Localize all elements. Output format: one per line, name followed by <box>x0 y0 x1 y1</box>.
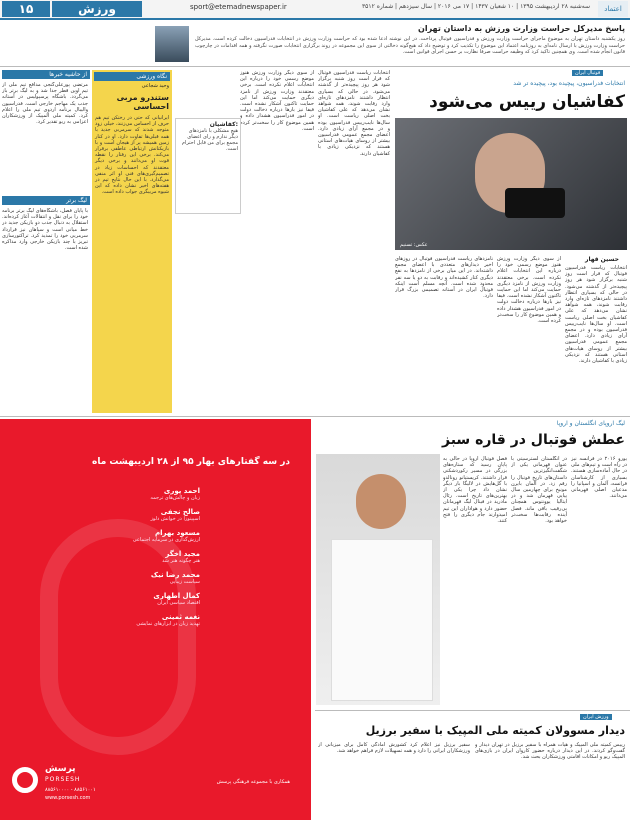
ad-speaker-topic: تهدید زبان در ابزارهای نمایشی <box>136 621 200 627</box>
football-text-col3: یورو ۲۰۱۶ در فرانسه نیز در راه است و تیم‌های ملی در حال آماده‌سازی هستند. بسیاری از کارشناسان فرانسه، آلمان و اسپانیا را مدعیان اصلی قهرمانی می‌دانند. <box>571 456 627 500</box>
player-photo <box>316 454 440 705</box>
quote-name: کفاشیان: <box>209 121 238 128</box>
feature-author: حسین قهار <box>585 256 619 263</box>
brazil-text-col2: سفیر برزیل نیز اعلام کرد کشورش آمادگی کامل برای میزبانی از ورزشکاران ایرانی را دارد و همه تسهیلات لازم فراهم خواهد شد. <box>318 742 470 755</box>
ad-headline: در سه گفتار‌های بهار ۹۵ از ۲۸ اردیبهشت ماه <box>92 457 290 467</box>
sidebar-text-2: با پایان فصل، باشگاه‌های لیگ برتر برنامه خود را برای نقل و انتقالات آغاز کرده‌اند. استقلال به دنبال جذب دو بازیکن جدید در خط میانی است و سپاهان نیز قرارداد سرمربی خود را تمدید کرد. تراکتورسازی تبریز با چند بازیکن خارجی وارد مذاکره شده است. <box>2 208 88 252</box>
feature-photo <box>395 118 627 250</box>
ad-footer-note: همکاری با مجموعه فرهنگی پرسش <box>216 779 290 785</box>
ad-logo-icon <box>12 767 38 793</box>
ad-speaker-name: احمد پوری <box>163 487 200 495</box>
football-text-col2: در انگلستان لسترسیتی با عنوان قهرمانی یکی از شگفت‌انگیزترین داستان‌های تاریخ فوتبال را رقم زد. در آلمان بایرن مونیخ برای چهارمین سال پیاپی قهرمان شد و در ایتالیا یوونتوس همچنان بی‌رقیب باقی ماند. فصل آینده رقابت‌ها سخت‌تر خواهد بود. <box>511 456 567 525</box>
sidebar-heading-1: از حاشیه خبرها <box>2 70 90 79</box>
ad-speaker-name: کمال اطهاری <box>153 592 200 600</box>
ad-speaker <box>120 529 200 543</box>
response-text: روز یکشنبه داستان تهران به موضوع ماجرای حراست وزارت ورزش و فدراسیون فوتبال پرداخت. در این نوشته ادعا شده بود که حراست وزارت ورزش در انتخابات فدراسیون دخالت کرده است. مدیرکل حراست وزارت ورزش با ارسال نامه‌ای به روزنامه اعتماد این موضوع را تکذیب کرد و توضیح داد که هیچ‌گونه دخالتی از سوی این مجموعه در روند برگزاری انتخابات صورت نگرفته و همه اقدامات در چارچوب قانون انجام شده است. وی همچنین تاکید کرد که وظیفه حراست صرفا نظارت بر حسن اجرای قوانین است. <box>195 36 625 55</box>
ad-website[interactable]: www.porsesh.com <box>45 795 91 801</box>
football-text-col1: فصل فوتبال اروپا در حالی به پایان رسید که ستاره‌های بزرگی در مسیر رکوردشکنی قرار داشتند. کریستیانو رونالدو با گل‌هایش در لالیگا بار دیگر نشان داد چرا یکی از بهترین‌های تاریخ است. رئال مادرید در فینال لیگ قهرمانان حضور دارد و هواداران این تیم امیدوارند جام دیگری را فتح کنند. <box>443 456 507 525</box>
section-title: ورزش <box>52 1 142 17</box>
feature-text-col2: از سوی دیگر وزارت ورزش هنوز موضع رسمی خود را درباره این انتخابات اعلام نکرده است. برخی معتقدند وزارت ورزش از نامزد دیگری حمایت می‌کند اما این حمایت تاکنون آشکار نشده است. فیفا نیز بارها درباره دخالت دولت در امور فدراسیون هشدار داده و همین موضوع کار را سخت‌تر کرده است. <box>497 256 561 325</box>
ad-brand-en: PORSESH <box>45 776 81 783</box>
ad-speaker-topic: اقتصاد سیاسی ایران <box>157 600 200 606</box>
brazil-text-col1: رییس کمیته ملی المپیک و هیات همراه با سفیر برزیل در تهران دیدار و گفت‌وگو کردند. در این دیدار درباره حضور کاروان ایران در بازی‌های المپیک ریو و امکانات اقامتی ورزشکاران بحث شد. <box>475 742 625 761</box>
ad-speaker-list <box>120 487 200 634</box>
quote-box <box>175 118 241 214</box>
quote-text: هیچ مشکلی با نامزدهای دیگر ندارم و رای اعضای مجمع برای من قابل احترام است. <box>181 128 238 152</box>
ad-speaker-topic: اسپینوزا در خوانش دلوز <box>150 516 200 522</box>
ad-speaker-name: نغمه ثمینی <box>161 613 200 621</box>
feature-text-col3: نامزدهای ریاست فدراسیون فوتبال در روزهای اخیر دیدارهای متعددی با اعضای مجمع داشته‌اند. در این میان برخی از نامزدها به نفع دیگری کنار کشیده‌اند و رقابت به دو یا سه نفر محدود شده است. آنچه مسلم است اینکه فوتبال ایران در آستانه تصمیمی بزرگ قرار دارد. <box>395 256 493 300</box>
divider <box>0 66 630 67</box>
ad-speaker-topic: هنر چگونه هنر شد <box>162 558 200 564</box>
opinion-kicker: نگاه ورزشی <box>94 72 170 81</box>
sidebar-text-1: مرتضی پورعلی‌گنجی مدافع تیم ملی از تیم اوپن قطر جدا شد و به لیگ برتر باز می‌گردد. باشگاه پرسپولیس در آستانه جذب یک مهاجم خارجی است. فدراسیون والیبال برنامه اردوی تیم ملی را اعلام کرد. کمیته ملی المپیک از ورزشکاران اعزامی به ریو تقدیر کرد. <box>2 82 88 126</box>
ad-speaker <box>120 571 200 585</box>
ad-speaker-name: مجید اخگر <box>165 550 200 558</box>
newspaper-logo: اعتماد <box>598 1 628 17</box>
football-title: عطش فوتبال در قاره سبز <box>442 432 625 448</box>
dateline: سه‌شنبه ۲۸ اردیبهشت ۱۳۹۵ | ۱۰ شعبان ۱۴۳۷ | ۱۷ می ۲۰۱۶ | سال سیزدهم | شماره ۳۵۱۲ <box>361 3 590 10</box>
player-shirt <box>331 539 433 701</box>
divider <box>0 416 630 417</box>
ad-speaker-name: محمد رضا نیک <box>150 571 200 579</box>
opinion-box <box>92 70 172 413</box>
ad-speaker-name: صالح نجفی <box>160 508 200 516</box>
author-photo <box>155 26 189 62</box>
football-kicker: لیگ اروپای انگلستان و اروپا <box>556 420 625 427</box>
brazil-title: دیدار مسوولان کمیته ملی المپیک با سفیر برزیل <box>365 724 625 737</box>
brazil-kicker: ورزش ایران <box>580 714 612 720</box>
ad-speaker <box>120 592 200 606</box>
middle-text-col2: از سوی دیگر وزارت ورزش هنوز موضع رسمی خود را درباره این انتخابات اعلام نکرده است. برخی معتقدند وزارت ورزش از نامزد دیگری حمایت می‌کند اما این حمایت تاکنون آشکار نشده است. فیفا نیز بارها درباره دخالت دولت در امور فدراسیون هشدار داده و همین موضوع کار را سخت‌تر کرده است. <box>240 70 314 132</box>
ad-speaker-name: مسعود بهرام <box>155 529 200 537</box>
divider <box>315 710 630 711</box>
opinion-title: ستندرو مربی احساسی <box>116 93 169 111</box>
feature-kicker: فوتبال ایران <box>572 70 603 76</box>
ad-phone: ۸۸۵۶۱۰۰۰۰ - ۸۸۵۶۱۰۰۱ <box>45 787 96 793</box>
section-email[interactable]: sport@etemadnewspaper.ir <box>190 3 287 11</box>
phone-shape <box>505 188 565 218</box>
feature-title: کفاشیان رییس می‌شود <box>429 92 625 112</box>
opinion-text: ایرانیانی که حتی در رختکن تیم هم حرف از احساس می‌زنند، خیلی زود متوجه شدند که سرمربی جدید با همه قبلی‌ها تفاوت دارد. او در کنار زمین همیشه پر از هیجان است و با بازیکنانش ارتباطی عاطفی برقرار می‌کند. برخی این رفتار را نقطه قوت او می‌دانند و برخی دیگر معتقدند که احساسات زیاد در تصمیم‌گیری‌های فنی او اثر منفی می‌گذارد. با این حال نتایج تیم در هفته‌های اخیر نشان داده که این شیوه مربیگری جواب داده است. <box>95 115 169 196</box>
middle-text-col1: انتخابات ریاست فدراسیون فوتبال که قرار است روز شنبه برگزار شود هر روز پیچیده‌تر از گذشته می‌شود. در حالی که بسیاری انتظار داشتند نامزدهای تازه‌ای وارد رقابت شوند، همه شواهد نشان می‌دهد که علی کفاشیان بخت اصلی ریاست است. او سال‌ها نایب‌رییس فدراسیون بوده و در مجمع آرای زیادی دارد. اعضای مجمع عمومی فدراسیون بیشتر از روسای هیات‌های استانی هستند که نزدیکی زیادی با کفاشیان دارند. <box>318 70 390 157</box>
ad-speaker <box>120 508 200 522</box>
ad-speaker <box>120 487 200 501</box>
response-title: پاسخ مدیرکل حراست وزارت ورزش به داستان تهران <box>418 24 625 33</box>
feature-text-col1: انتخابات ریاست فدراسیون فوتبال که قرار است روز شنبه برگزار شود هر روز پیچیده‌تر از گذشته می‌شود. در حالی که بسیاری انتظار داشتند نامزدهای تازه‌ای وارد رقابت شوند، همه شواهد نشان می‌دهد که علی کفاشیان بخت اصلی ریاست است. او سال‌ها نایب‌رییس فدراسیون بوده و در مجمع آرای زیادی دارد. اعضای مجمع عمومی فدراسیون بیشتر از روسای هیات‌های استانی هستند که نزدیکی زیادی با کفاشیان دارند. <box>565 265 627 365</box>
sidebar-heading-2: لیگ برتر <box>2 196 90 205</box>
feature-subhead: انتخابات فدراسیون، پیچیده بود، پیچیده تر شد <box>513 80 625 87</box>
player-face <box>356 474 406 529</box>
ad-speaker <box>120 613 200 627</box>
ad-speaker-topic: زبان و چالش‌های ترجمه <box>150 495 200 501</box>
ad-speaker-topic: ارزش‌گذاری در سرمایه اجتماعی <box>132 537 200 543</box>
photo-credit: عکس: تسنیم <box>400 242 428 248</box>
ad-brand: پرسش <box>45 764 76 774</box>
page-number: ۱۵ <box>2 1 50 17</box>
opinion-author: وحید شجاعی <box>141 83 169 89</box>
advertisement <box>0 419 311 820</box>
ad-speaker <box>120 550 200 564</box>
ad-speaker-topic: سیاست زیبایی <box>169 579 200 585</box>
